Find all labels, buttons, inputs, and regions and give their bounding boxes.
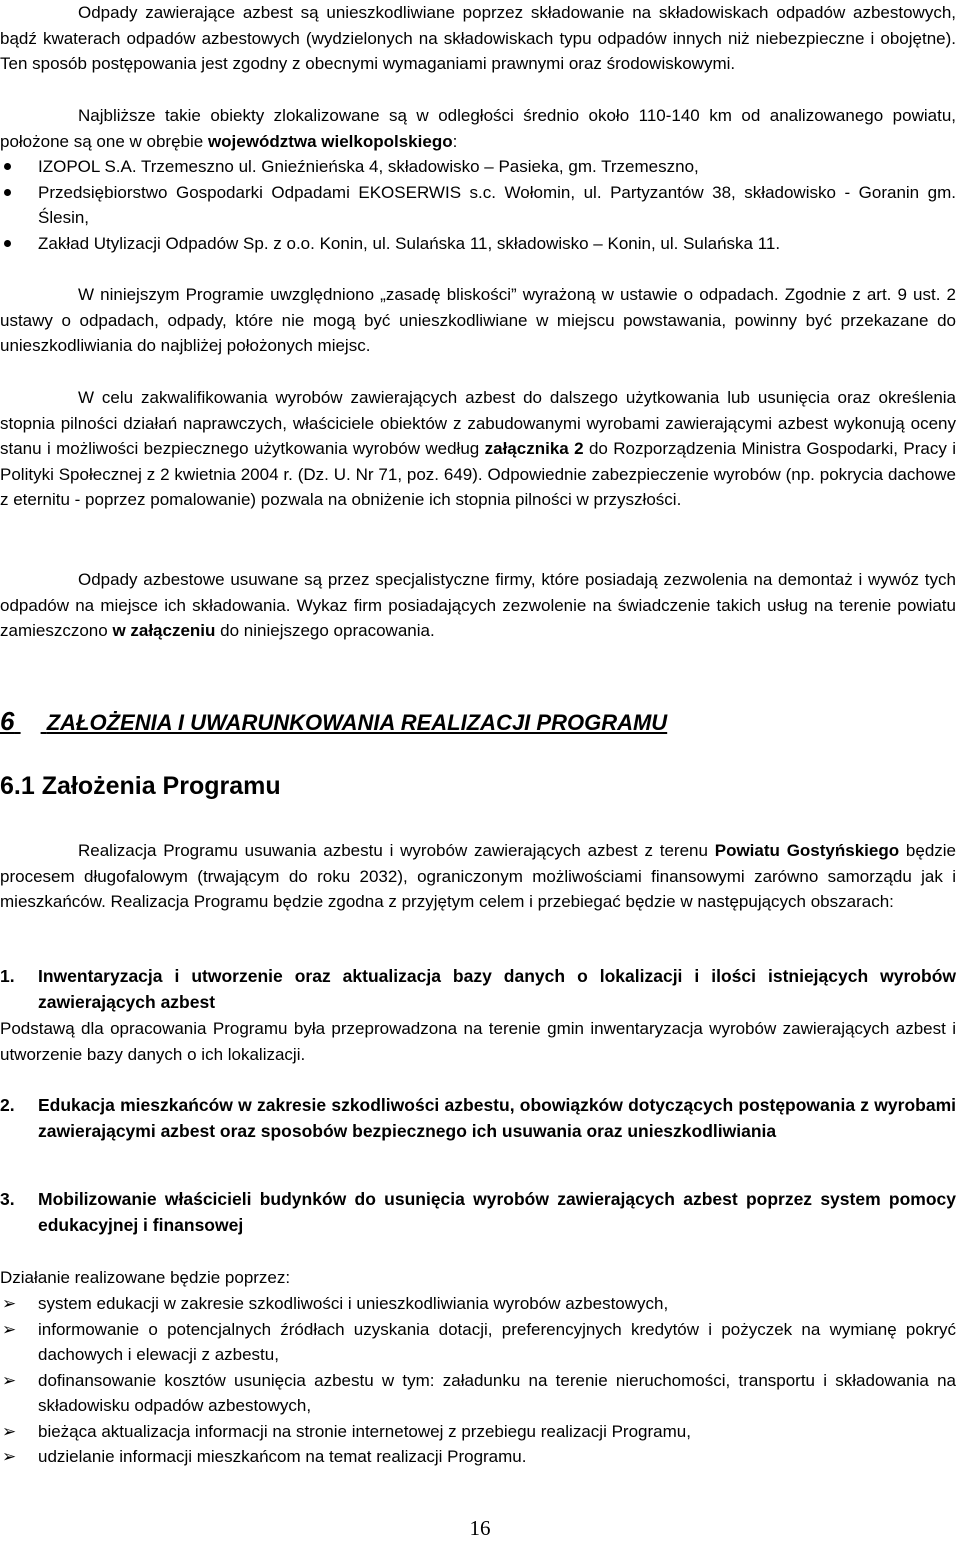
list-item (0, 231, 956, 257)
program-area-1 (0, 964, 956, 1015)
item-number: 1. (0, 966, 15, 986)
section-number: 6 (0, 706, 15, 736)
item-number: 2. (0, 1095, 15, 1115)
item-title: Mobilizowanie właścicieli budynków do usunięcia wyrobów zawierających azbest poprzez system pomocy edukacyjnej i finansowej (38, 1189, 956, 1235)
list-item (0, 1291, 956, 1317)
intro-paragraph-4 (0, 385, 956, 513)
actions-list (0, 1291, 956, 1470)
list-item (0, 1317, 956, 1368)
list-item (0, 1368, 956, 1419)
section-heading (0, 706, 956, 737)
paragraph-text: do niniejszego opracowania. (215, 621, 435, 640)
program-area-3 (0, 1187, 956, 1238)
item-title: Inwentaryzacja i utworzenie oraz aktualizacja bazy danych o lokalizacji i ilości istniejących wyrobów zawierających azbest (38, 966, 956, 1012)
inventory-paragraph: Podstawą dla opracowania Programu była przeprowadzona na terenie gmin inwentaryzacja wyrobów zawierających azbest i utworzenie bazy danych o ich lokalizacji. (0, 1019, 956, 1064)
arrow-bullet-icon: ➢ (2, 1447, 17, 1466)
landfill-list (0, 154, 956, 256)
paragraph-text: Odpady azbestowe usuwane są przez specjalistyczne firmy, które posiadają zezwolenia na demontaż i wywóz tych odpadów na miejsce ich składowania. Wykaz firm posiadających zezwolenie na świadczenie takich usług na terenie powiatu zamieszczono (0, 570, 956, 640)
paragraph-text: : (452, 131, 458, 151)
bullet-icon (4, 189, 11, 196)
paragraph-text: będzie procesem długofalowym (trwającym do roku 2032), ograniczonym możliwościami finansowymi zarówno samorządu jak i mieszkańców. Realizacja Programu będzie zgodna z przyjętym celem i przebiegać będzie w następujących obszarach: (0, 841, 957, 911)
bullet-icon (4, 163, 11, 170)
actions-intro: Działanie realizowane będzie poprzez: (0, 1268, 291, 1287)
item-number: 3. (0, 1189, 15, 1209)
paragraph-text: Najbliższe takie obiekty zlokalizowane są w odległości średnio około 110-140 km od analizowanego powiatu, położone są one w obrębie (0, 106, 956, 151)
intro-paragraph-3: W niniejszym Programie uwzględniono „zasadę bliskości” wyrażoną w ustawie o odpadach. Zgodnie z art. 9 ust. 2 ustawy o odpadach, odpady, które nie mogą być unieszkodliwiane w miejscu powstawania, powinny być przekazane do unieszkodliwiania do najbliżej położonych miejsc. (0, 285, 956, 355)
attachment-reference: w załączeniu (112, 621, 216, 640)
list-item-text: udzielanie informacji mieszkańcom na temat realizacji Programu. (38, 1447, 527, 1466)
arrow-bullet-icon: ➢ (2, 1294, 17, 1313)
arrow-bullet-icon: ➢ (2, 1370, 17, 1390)
paragraph-text: W celu zakwalifikowania wyrobów zawierających azbest do dalszego użytkowania lub usunięcia oraz określenia stopnia pilności działań naprawczych, właściciele obiektów z zabudowanymi wyrobami zawierającymi azbest wykonują oceny stanu i możliwości bezpiecznego użytkowania wyrobów według (0, 388, 956, 458)
list-item (0, 1444, 956, 1470)
intro-paragraph-5 (0, 567, 956, 644)
program-area-2 (0, 1093, 956, 1144)
attachment-reference: załącznika 2 (484, 439, 584, 458)
section-title: ZAŁOŻENIA I UWARUNKOWANIA REALIZACJI PROGRAMU (46, 710, 668, 735)
bullet-icon (4, 240, 11, 247)
list-item (0, 180, 956, 231)
list-item-text: dofinansowanie kosztów usunięcia azbestu w tym: załadunku na terenie nieruchomości, transportu i składowania na składowisku odpadów azbestowych, (38, 1370, 956, 1415)
list-item-text: informowanie o potencjalnych źródłach uzyskania dotacji, preferencyjnych kredytów i pożyczek na wymianę pokryć dachowych i elewacji z azbestu, (38, 1319, 956, 1364)
intro-paragraph-1: Odpady zawierające azbest są unieszkodliwiane poprzez składowanie na składowiskach odpadów azbestowych, bądź kwaterach odpadów azbestowych (wydzielonych na składowiskach typu odpadów innych niż niebezpieczne i obojętne). Ten sposób postępowania jest zgodny z obecnymi wymaganiami prawnymi oraz środowiskowymi. (0, 3, 956, 73)
arrow-bullet-icon: ➢ (2, 1421, 17, 1441)
page-number: 16 (469, 1516, 491, 1540)
list-item-text: system edukacji w zakresie szkodliwości i unieszkodliwiania wyrobów azbestowych, (38, 1294, 669, 1313)
list-item (0, 154, 956, 180)
list-item-text: Zakład Utylizacji Odpadów Sp. z o.o. Konin, ul. Sulańska 11, składowisko – Konin, ul. Sulańska 11. (38, 233, 781, 253)
paragraph-text: do Rozporządzenia Ministra Gospodarki, Pracy i Polityki Społecznej z 2 kwietnia 2004 r. (Dz. U. Nr 71, poz. 649). Odpowiednie zabezpieczenie wyrobów (np. pokrycia dachowe z eternitu - poprzez pomalowanie) pozwala na obniżenie ich stopnia pilności w przyszłości. (0, 439, 956, 509)
item-title: Edukacja mieszkańców w zakresie szkodliwości azbestu, obowiązków dotyczących postępowania z wyrobami zawierającymi azbest oraz sposobów bezpiecznego ich usuwania oraz unieszkodliwiania (38, 1095, 956, 1141)
arrow-bullet-icon: ➢ (2, 1319, 17, 1339)
paragraph-text: Realizacja Programu usuwania azbestu i wyrobów zawierających azbest z terenu (78, 841, 715, 860)
intro-paragraph-2 (0, 103, 956, 154)
list-item (0, 1419, 956, 1445)
list-item-text: Przedsiębiorstwo Gospodarki Odpadami EKOSERWIS s.c. Wołomin, ul. Partyzantów 38, składowisko - Goranin gm. Ślesin, (38, 182, 956, 227)
program-paragraph (0, 838, 956, 915)
county-name: Powiatu Gostyńskiego (714, 841, 900, 860)
list-item-text: bieżąca aktualizacja informacji na stronie internetowej z przebiegu realizacji Programu, (38, 1421, 691, 1441)
subsection-heading: 6.1 Założenia Programu (0, 772, 281, 800)
region-name: województwa wielkopolskiego (207, 131, 453, 151)
list-item-text: IZOPOL S.A. Trzemeszno ul. Gnieźnieńska 4, składowisko – Pasieka, gm. Trzemeszno, (38, 157, 699, 176)
